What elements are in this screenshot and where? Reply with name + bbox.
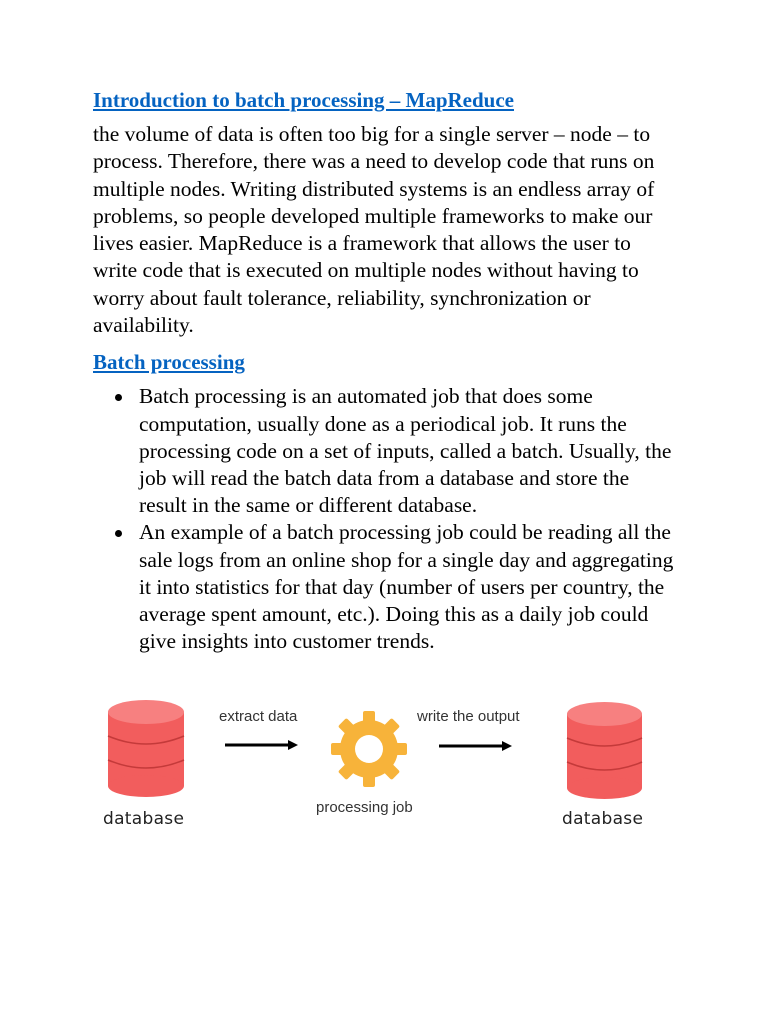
bullet-dot-icon <box>115 530 122 537</box>
bullet-list <box>93 383 678 655</box>
intro-paragraph: the volume of data is often too big for a single server – node – to process. Therefore, there was a need to develop code that runs on multiple nodes. Writing distributed systems is an endless array of problems, so people developed multiple frameworks to make our lives easier. MapReduce is a framework that allows the user to write code that is executed on multiple nodes without having to worry about fault tolerance, reliability, synchronization or availability. <box>93 122 655 338</box>
batch-processing-diagram <box>93 690 678 840</box>
document-body <box>93 85 678 655</box>
target-database-icon <box>567 702 642 799</box>
extract-arrow-icon <box>225 740 298 750</box>
source-database-icon <box>108 700 184 797</box>
source-database-label: database <box>103 809 185 829</box>
target-database-label: database <box>562 809 644 829</box>
bullet-text: An example of a batch processing job could be reading all the sale logs from an online shop for a single day and aggregating it into statistics for that day (number of users per country, the average spent amount, etc.). Doing this as a daily job could give insights into customer trends. <box>139 520 674 654</box>
heading-intro-link[interactable]: Introduction to batch processing – MapReduce <box>93 88 514 112</box>
gear-icon <box>331 711 407 787</box>
bullet-item <box>93 383 678 519</box>
write-arrow-icon <box>439 741 512 751</box>
processing-job-label: processing job <box>316 799 413 816</box>
bullet-text: Batch processing is an automated job that does some computation, usually done as a periodical job. It runs the processing code on a set of inputs, called a batch. Usually, the job will read the batch data from a database and store the result in the same or different database. <box>139 384 672 518</box>
extract-data-label: extract data <box>219 708 298 725</box>
bullet-dot-icon <box>115 394 122 401</box>
write-output-label: write the output <box>417 708 520 725</box>
heading-batch-processing-link[interactable]: Batch processing <box>93 350 245 375</box>
bullet-item <box>93 519 678 655</box>
